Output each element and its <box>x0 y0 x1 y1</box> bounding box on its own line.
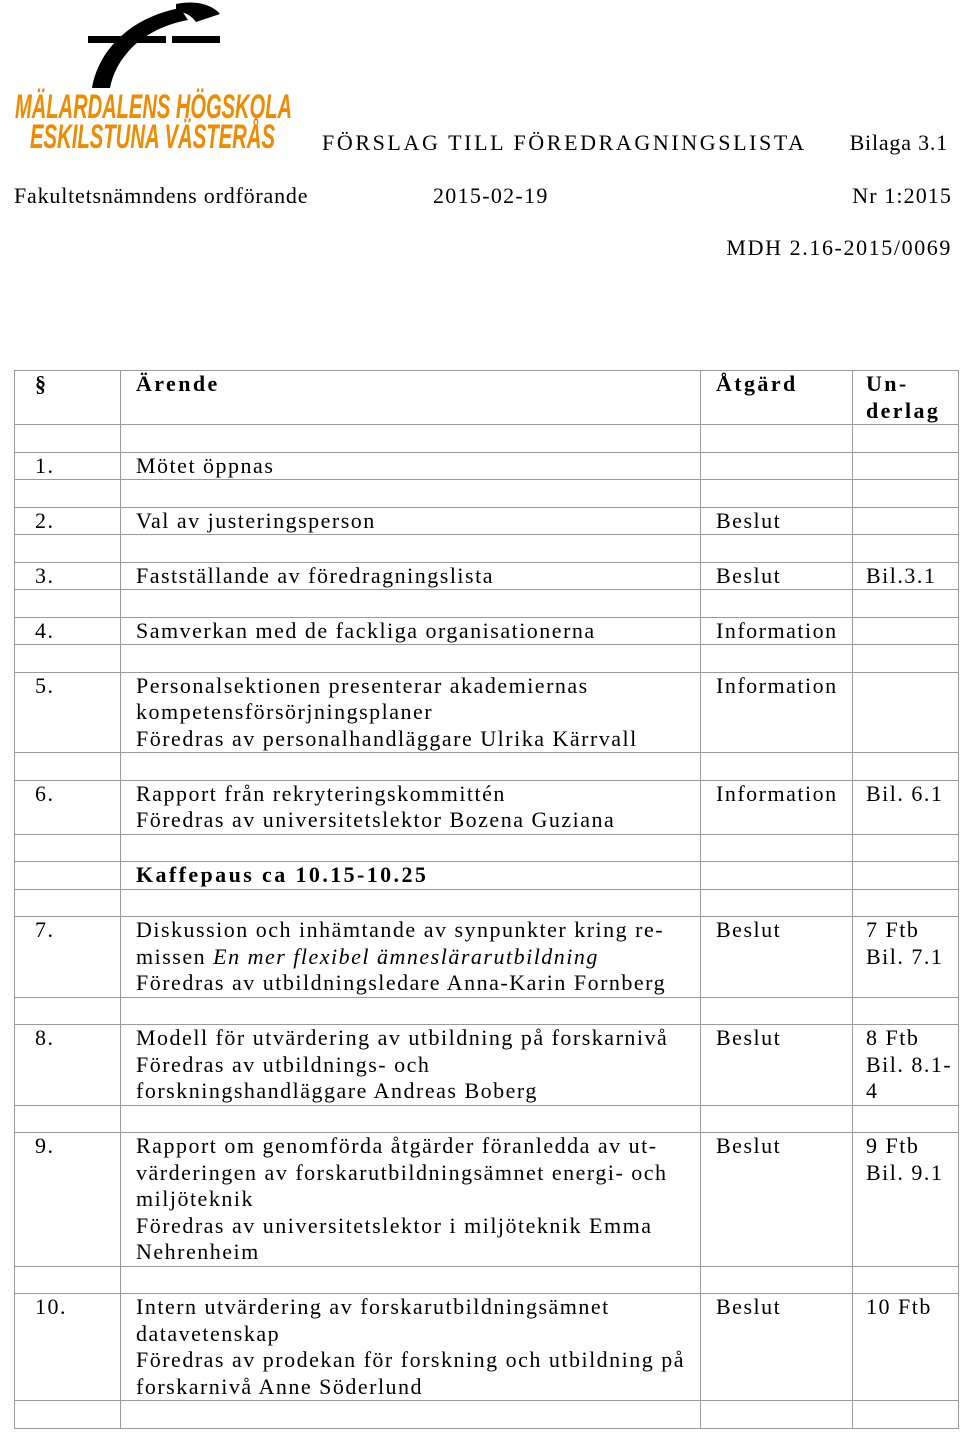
item-number-cell <box>15 1025 121 1106</box>
university-wordmark <box>0 86 300 156</box>
item-number: 5. <box>35 672 55 698</box>
matter-line: Nehrenheim <box>136 1239 260 1264</box>
row-spacer <box>15 645 120 672</box>
document-reference: 7 Ftb <box>866 917 920 942</box>
matter-line: forskarnivå Anne Söderlund <box>136 1373 424 1399</box>
item-number: 8. <box>35 1025 55 1050</box>
empty-cell <box>853 753 959 781</box>
empty-cell <box>853 1105 959 1133</box>
agenda-item-row <box>15 1294 959 1401</box>
item-number-cell <box>15 672 121 753</box>
spacer-row <box>15 889 959 917</box>
empty-cell <box>15 645 121 673</box>
document-reference: Bil.3.1 <box>866 562 937 588</box>
document-title: FÖRSLAG TILL FÖREDRAGNINGSLISTA <box>322 130 807 155</box>
spacer-row <box>15 425 959 453</box>
document-reference: 4 <box>866 1078 879 1103</box>
agenda-item-row <box>15 917 959 998</box>
document-reference: 10 Ftb <box>866 1294 932 1319</box>
matter-cell <box>121 862 701 890</box>
matter-cell <box>121 617 701 645</box>
matter-column-header: Ärende <box>136 371 220 396</box>
section-sign-header: § <box>35 371 49 396</box>
empty-cell <box>121 1266 701 1294</box>
agenda-item-row <box>15 1133 959 1267</box>
matter-cell <box>121 780 701 834</box>
action-label: Beslut <box>716 1025 782 1050</box>
empty-cell <box>121 997 701 1025</box>
agenda-item-row <box>15 452 959 480</box>
action-label: Beslut <box>716 507 782 533</box>
action-cell <box>701 1294 853 1401</box>
matter-line: Föredras av utbildnings- och <box>136 1051 431 1077</box>
agenda-table <box>14 370 959 1429</box>
matter-cell <box>121 562 701 590</box>
logo-line-1: MÄLARDALENS HÖGSKOLA <box>15 88 292 126</box>
empty-cell <box>701 1401 853 1429</box>
action-cell <box>701 780 853 834</box>
action-label: Information <box>716 617 838 643</box>
spacer-row <box>15 645 959 673</box>
logo-line-2: ESKILSTUNA VÄSTERÅS <box>30 118 276 156</box>
row-spacer <box>15 835 120 862</box>
agenda-body <box>15 371 959 1429</box>
empty-cell <box>701 480 853 508</box>
spacer-row <box>15 1401 959 1429</box>
documents-cell <box>853 862 959 890</box>
matter-line: Intern utvärdering av forskarutbildningsämnet <box>136 1294 610 1319</box>
empty-cell <box>701 645 853 673</box>
empty-cell <box>853 645 959 673</box>
action-cell <box>701 562 853 590</box>
row-spacer <box>15 590 120 617</box>
document-reference: Bil. 6.1 <box>866 780 944 806</box>
empty-cell <box>15 834 121 862</box>
empty-cell <box>701 889 853 917</box>
referral-title: En mer flexibel ämneslärarutbildning <box>213 943 599 969</box>
item-number-cell <box>15 617 121 645</box>
matter-line: värderingen av forskarutbildningsämnet energi- och <box>136 1159 668 1185</box>
item-number: 6. <box>35 780 55 806</box>
action-cell <box>701 452 853 480</box>
spacer-row <box>15 1266 959 1294</box>
matter-line: Föredras av prodekan för forskning och utbildning på <box>136 1347 686 1372</box>
documents-cell <box>853 1025 959 1106</box>
matter-line: Rapport om genomförda åtgärder föranledda av ut- <box>136 1133 658 1158</box>
row-spacer <box>15 1401 120 1428</box>
agenda-item-row <box>15 1025 959 1106</box>
matter-line: Diskussion och inhämtande av synpunkter kring re- <box>136 917 665 942</box>
document-reference: 9 Ftb <box>866 1133 920 1158</box>
action-cell <box>701 617 853 645</box>
item-number-cell <box>15 562 121 590</box>
matter-cell <box>121 1294 701 1401</box>
matter-line: Fastställande av föredragningslista <box>136 562 494 588</box>
matter-text: missen <box>136 943 214 969</box>
matter-line: kompetensförsörjningsplaner <box>136 699 434 724</box>
action-cell <box>701 1025 853 1106</box>
matter-line: Modell för utvärdering av utbildning på forskarnivå <box>136 1025 669 1050</box>
action-label: Beslut <box>716 1133 782 1158</box>
table-header-row <box>15 371 959 425</box>
row-spacer <box>15 535 120 562</box>
documents-column-header: Un- <box>866 371 909 396</box>
empty-cell <box>121 645 701 673</box>
documents-cell <box>853 1294 959 1401</box>
item-number: 9. <box>35 1133 55 1158</box>
empty-cell <box>701 590 853 618</box>
matter-line: forskningshandläggare Andreas Boberg <box>136 1078 538 1103</box>
empty-cell <box>701 1266 853 1294</box>
empty-cell <box>853 535 959 563</box>
row-spacer <box>15 998 120 1025</box>
empty-cell <box>701 997 853 1025</box>
empty-cell <box>15 753 121 781</box>
empty-cell <box>853 889 959 917</box>
matter-line: Föredras av universitetslektor i miljöteknik Emma <box>136 1212 653 1238</box>
documents-cell <box>853 672 959 753</box>
empty-cell <box>15 1266 121 1294</box>
matter-line: Föredras av utbildningsledare Anna-Karin Fornberg <box>136 970 667 995</box>
matter-line: Föredras av universitetslektor Bozena Guziana <box>136 807 616 832</box>
action-label: Information <box>716 780 838 806</box>
spacer-row <box>15 590 959 618</box>
empty-cell <box>15 1105 121 1133</box>
empty-cell <box>701 834 853 862</box>
spacer-row <box>15 480 959 508</box>
empty-cell <box>15 590 121 618</box>
item-number-cell <box>15 1294 121 1401</box>
row-spacer <box>15 890 120 917</box>
document-reference: Bil. 9.1 <box>866 1159 944 1185</box>
matter-line: Föredras av personalhandläggare Ulrika Kärrvall <box>136 725 638 751</box>
action-cell <box>701 1133 853 1267</box>
document-date: 2015-02-19 <box>433 183 549 208</box>
agenda-item-row <box>15 617 959 645</box>
item-number-cell <box>15 780 121 834</box>
row-spacer <box>15 1267 120 1294</box>
matter-cell <box>121 1025 701 1106</box>
coffee-break-label: Kaffepaus ca 10.15-10.25 <box>136 862 429 887</box>
empty-cell <box>701 535 853 563</box>
empty-cell <box>15 997 121 1025</box>
empty-cell <box>121 535 701 563</box>
documents-cell <box>853 507 959 535</box>
matter-cell <box>121 672 701 753</box>
agenda-item-row <box>15 562 959 590</box>
row-spacer <box>15 480 120 507</box>
action-cell <box>701 507 853 535</box>
action-cell <box>701 672 853 753</box>
spacer-row <box>15 753 959 781</box>
item-number-cell <box>15 452 121 480</box>
row-spacer <box>15 1106 120 1133</box>
item-number: 4. <box>35 617 55 643</box>
header-cell-section <box>15 371 121 425</box>
document-reference: Bil. 8.1- <box>866 1051 953 1077</box>
attachment-label: Bilaga 3.1 <box>849 130 948 155</box>
documents-cell <box>853 917 959 998</box>
empty-cell <box>121 889 701 917</box>
empty-cell <box>15 535 121 563</box>
action-label: Beslut <box>716 1294 782 1319</box>
matter-cell <box>121 917 701 998</box>
empty-cell <box>15 480 121 508</box>
documents-cell <box>853 1133 959 1267</box>
documents-cell <box>853 562 959 590</box>
documents-cell <box>853 780 959 834</box>
documents-cell <box>853 452 959 480</box>
matter-line: Samverkan med de fackliga organisationerna <box>136 617 596 643</box>
university-emblem-icon <box>84 0 224 92</box>
empty-cell <box>121 753 701 781</box>
reference-number: MDH 2.16-2015/0069 <box>726 235 952 260</box>
row-spacer <box>15 753 120 780</box>
empty-cell <box>701 753 853 781</box>
action-column-header: Åtgärd <box>716 371 798 396</box>
matter-line <box>136 944 700 971</box>
empty-cell <box>15 1401 121 1429</box>
empty-cell <box>853 480 959 508</box>
empty-cell <box>701 425 853 453</box>
item-number: 7. <box>35 917 55 942</box>
item-number-cell <box>15 917 121 998</box>
empty-cell <box>121 834 701 862</box>
matter-cell <box>121 1133 701 1267</box>
empty-cell <box>853 834 959 862</box>
empty-cell <box>121 1401 701 1429</box>
empty-cell <box>853 997 959 1025</box>
header-cell-matter <box>121 371 701 425</box>
empty-cell <box>15 889 121 917</box>
empty-cell <box>853 425 959 453</box>
empty-cell <box>121 1105 701 1133</box>
empty-cell <box>701 1105 853 1133</box>
empty-cell <box>121 425 701 453</box>
matter-line: Rapport från rekryteringskommittén <box>136 780 506 806</box>
documents-column-header: derlag <box>866 397 941 423</box>
item-number: 3. <box>35 562 55 588</box>
row-spacer <box>15 425 120 452</box>
document-reference: 8 Ftb <box>866 1025 920 1050</box>
item-number-cell <box>15 862 121 890</box>
empty-cell <box>853 1401 959 1429</box>
item-number-cell <box>15 1133 121 1267</box>
item-number-cell <box>15 507 121 535</box>
spacer-row <box>15 997 959 1025</box>
empty-cell <box>853 590 959 618</box>
document-reference: Bil. 7.1 <box>866 943 944 969</box>
empty-cell <box>121 590 701 618</box>
agenda-item-row <box>15 507 959 535</box>
action-label: Information <box>716 672 838 698</box>
sender: Fakultetsnämndens ordförande <box>14 183 309 208</box>
matter-line: Personalsektionen presenterar akademiernas <box>136 672 589 698</box>
matter-cell <box>121 452 701 480</box>
spacer-row <box>15 834 959 862</box>
action-label: Beslut <box>716 917 782 942</box>
documents-cell <box>853 617 959 645</box>
matter-cell <box>121 507 701 535</box>
item-number: 10. <box>35 1294 67 1319</box>
empty-cell <box>121 480 701 508</box>
empty-cell <box>15 425 121 453</box>
spacer-row <box>15 535 959 563</box>
action-cell <box>701 862 853 890</box>
document-number: Nr 1:2015 <box>852 183 952 208</box>
item-number: 2. <box>35 507 55 533</box>
matter-line: Val av justeringsperson <box>136 507 376 533</box>
empty-cell <box>853 1266 959 1294</box>
agenda-item-row <box>15 672 959 753</box>
matter-line: Mötet öppnas <box>136 452 275 478</box>
item-number: 1. <box>35 452 55 478</box>
header-cell-documents <box>853 371 959 425</box>
header-cell-action <box>701 371 853 425</box>
agenda-item-row <box>15 780 959 834</box>
action-cell <box>701 917 853 998</box>
coffee-break-row <box>15 862 959 890</box>
matter-line: miljöteknik <box>136 1186 254 1211</box>
matter-line: datavetenskap <box>136 1320 281 1346</box>
spacer-row <box>15 1105 959 1133</box>
action-label: Beslut <box>716 562 782 588</box>
